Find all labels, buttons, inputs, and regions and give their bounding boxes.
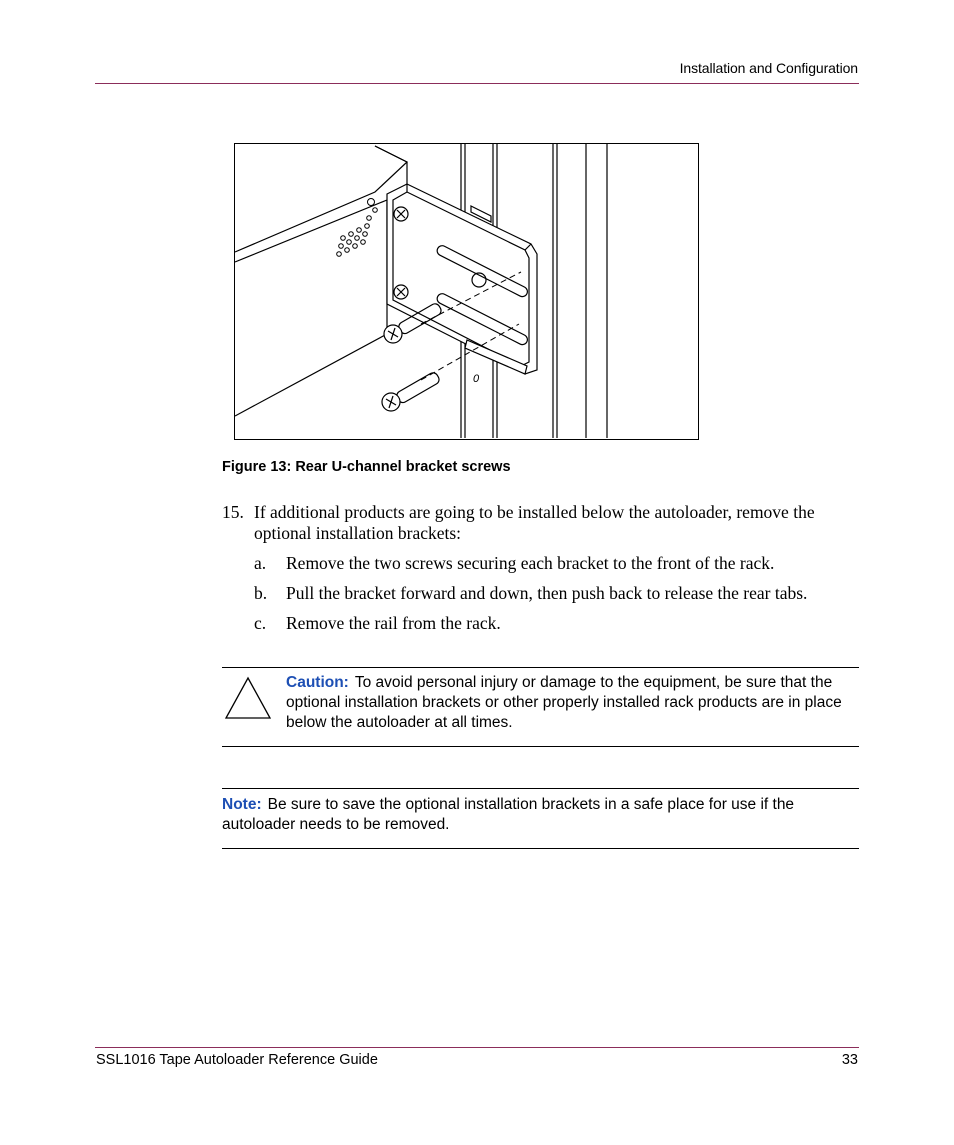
figure-caption: Figure 13: Rear U-channel bracket screws	[222, 459, 511, 475]
substep-c	[254, 613, 874, 634]
substep-letter: b.	[254, 583, 268, 603]
step-15	[222, 502, 862, 544]
note-bottom-rule	[222, 848, 859, 849]
caution-box	[286, 673, 861, 733]
footer-guide-title: SSL1016 Tape Autoloader Reference Guide	[96, 1052, 378, 1068]
figure-rear-bracket-illustration	[234, 143, 699, 440]
substep-letter: a.	[254, 553, 267, 573]
screw-lower	[382, 371, 441, 411]
note-top-rule	[222, 788, 859, 789]
footer-rule	[95, 1047, 859, 1048]
header-rule	[95, 83, 859, 84]
caution-label: Caution:	[286, 674, 349, 691]
note-box	[222, 795, 862, 835]
substep-text: Pull the bracket forward and down, then push back to release the rear tabs.	[286, 583, 808, 603]
caution-top-rule	[222, 667, 859, 668]
substep-text: Remove the two screws securing each bracket to the front of the rack.	[286, 553, 775, 573]
note-text: Be sure to save the optional installation brackets in a safe place for use if the autoloader needs to be removed.	[222, 796, 795, 833]
page-number: 33	[841, 1052, 858, 1068]
substep-text: Remove the rail from the rack.	[286, 613, 501, 633]
u-channel-bracket	[387, 184, 537, 374]
step-text: If additional products are going to be installed below the autoloader, remove the optional installation brackets:	[254, 502, 815, 543]
note-label: Note:	[222, 796, 262, 813]
caution-bottom-rule	[222, 746, 859, 747]
step-number: 15.	[222, 502, 244, 522]
caution-text: To avoid personal injury or damage to the equipment, be sure that the optional installation brackets or other properly installed rack products are in place below the autoloader at all times.	[286, 674, 842, 731]
substep-letter: c.	[254, 613, 267, 633]
substep-b	[254, 583, 874, 604]
figure-reference-label: 0	[473, 373, 480, 385]
autoloader-chassis	[235, 146, 407, 416]
running-header: Installation and Configuration	[679, 60, 858, 76]
warning-triangle-icon	[224, 676, 272, 725]
substep-a	[254, 553, 874, 574]
